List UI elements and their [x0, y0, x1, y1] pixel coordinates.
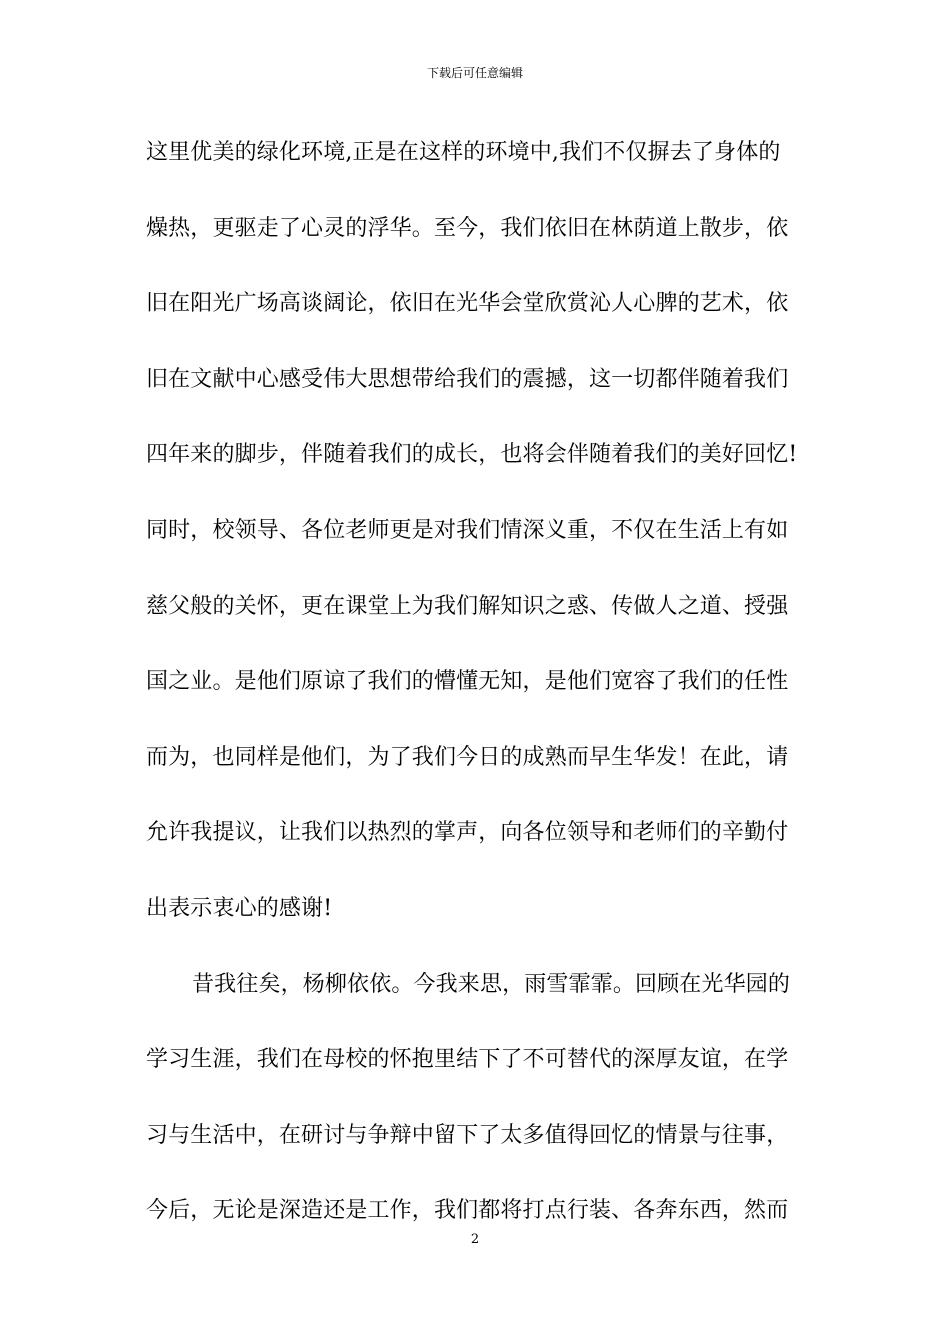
text-line: 这里优美的绿化环境,正是在这样的环境中,我们不仅摒去了身体的 — [146, 140, 781, 165]
text-line: 今后，无论是深造还是工作，我们都将打点行装、各奔东西，然而 — [146, 1198, 789, 1224]
text-line: 燥热，更驱走了心灵的浮华。至今，我们依旧在林荫道上散步，依 — [146, 215, 789, 241]
page-header: 下载后可任意编辑 — [426, 66, 523, 80]
text-line: 旧在文献中心感受伟大思想带给我们的震撼，这一切都伴随着我们 — [146, 366, 789, 392]
text-line: 而为，也同样是他们，为了我们今日的成熟而早生华发！在此，请 — [146, 744, 789, 770]
text-line: 旧在阳光广场高谈阔论，依旧在光华会堂欣赏沁人心脾的艺术，依 — [146, 291, 789, 317]
text-line: 习与生活中，在研讨与争辩中留下了太多值得回忆的情景与往事， — [146, 1122, 789, 1148]
paragraph-start-line: 昔我往矣，杨柳依依。今我来思，雨雪霏霏。回顾在光华园的 — [192, 971, 791, 997]
body-text — [146, 130, 836, 1264]
page-number: 2 — [470, 1232, 480, 1247]
text-line: 允许我提议，让我们以热烈的掌声，向各位领导和老师们的辛勤付 — [146, 820, 789, 846]
text-line: 慈父般的关怀，更在课堂上为我们解知识之惑、传做人之道、授强 — [146, 593, 789, 619]
text-line: 学习生涯，我们在母校的怀抱里结下了不可替代的深厚友谊，在学 — [146, 1047, 789, 1073]
text-line: 出表示衷心的感谢! — [146, 895, 333, 921]
text-line: 同时，校领导、各位老师更是对我们情深义重，不仅在生活上有如 — [146, 517, 789, 543]
text-line: 国之业。是他们原谅了我们的懵懂无知，是他们宽容了我们的任性 — [146, 669, 789, 695]
text-line: 四年来的脚步，伴随着我们的成长，也将会伴随着我们的美好回忆! — [146, 442, 798, 468]
